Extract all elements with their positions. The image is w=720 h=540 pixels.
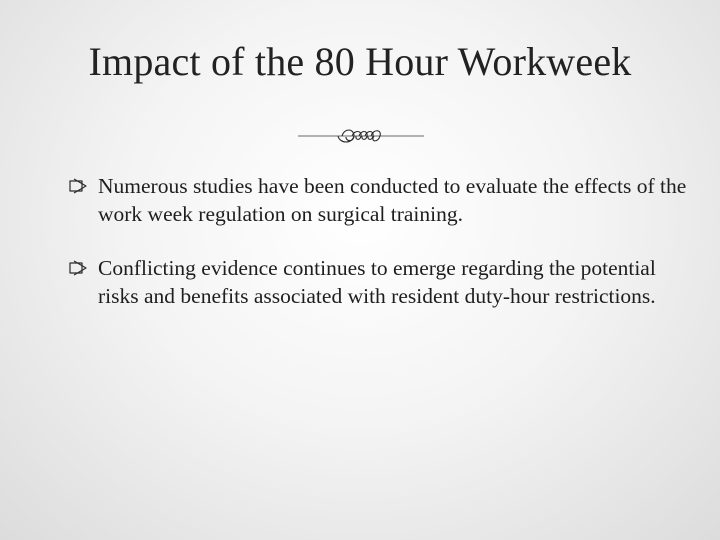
bullet-arrow-icon [68, 260, 88, 276]
bullet-text: Numerous studies have been conducted to evaluate the effects of the work week regulation on surgical training. [98, 174, 687, 226]
bullet-arrow-icon [68, 178, 88, 194]
bullet-list [68, 172, 688, 336]
bullet-item [68, 254, 688, 310]
slide-title: Impact of the 80 Hour Workweek [88, 39, 632, 84]
bullet-item [68, 172, 688, 228]
flourish-icon [298, 124, 424, 148]
bullet-text: Conflicting evidence continues to emerge regarding the potential risks and benefits associated with resident duty-hour restrictions. [98, 256, 656, 308]
